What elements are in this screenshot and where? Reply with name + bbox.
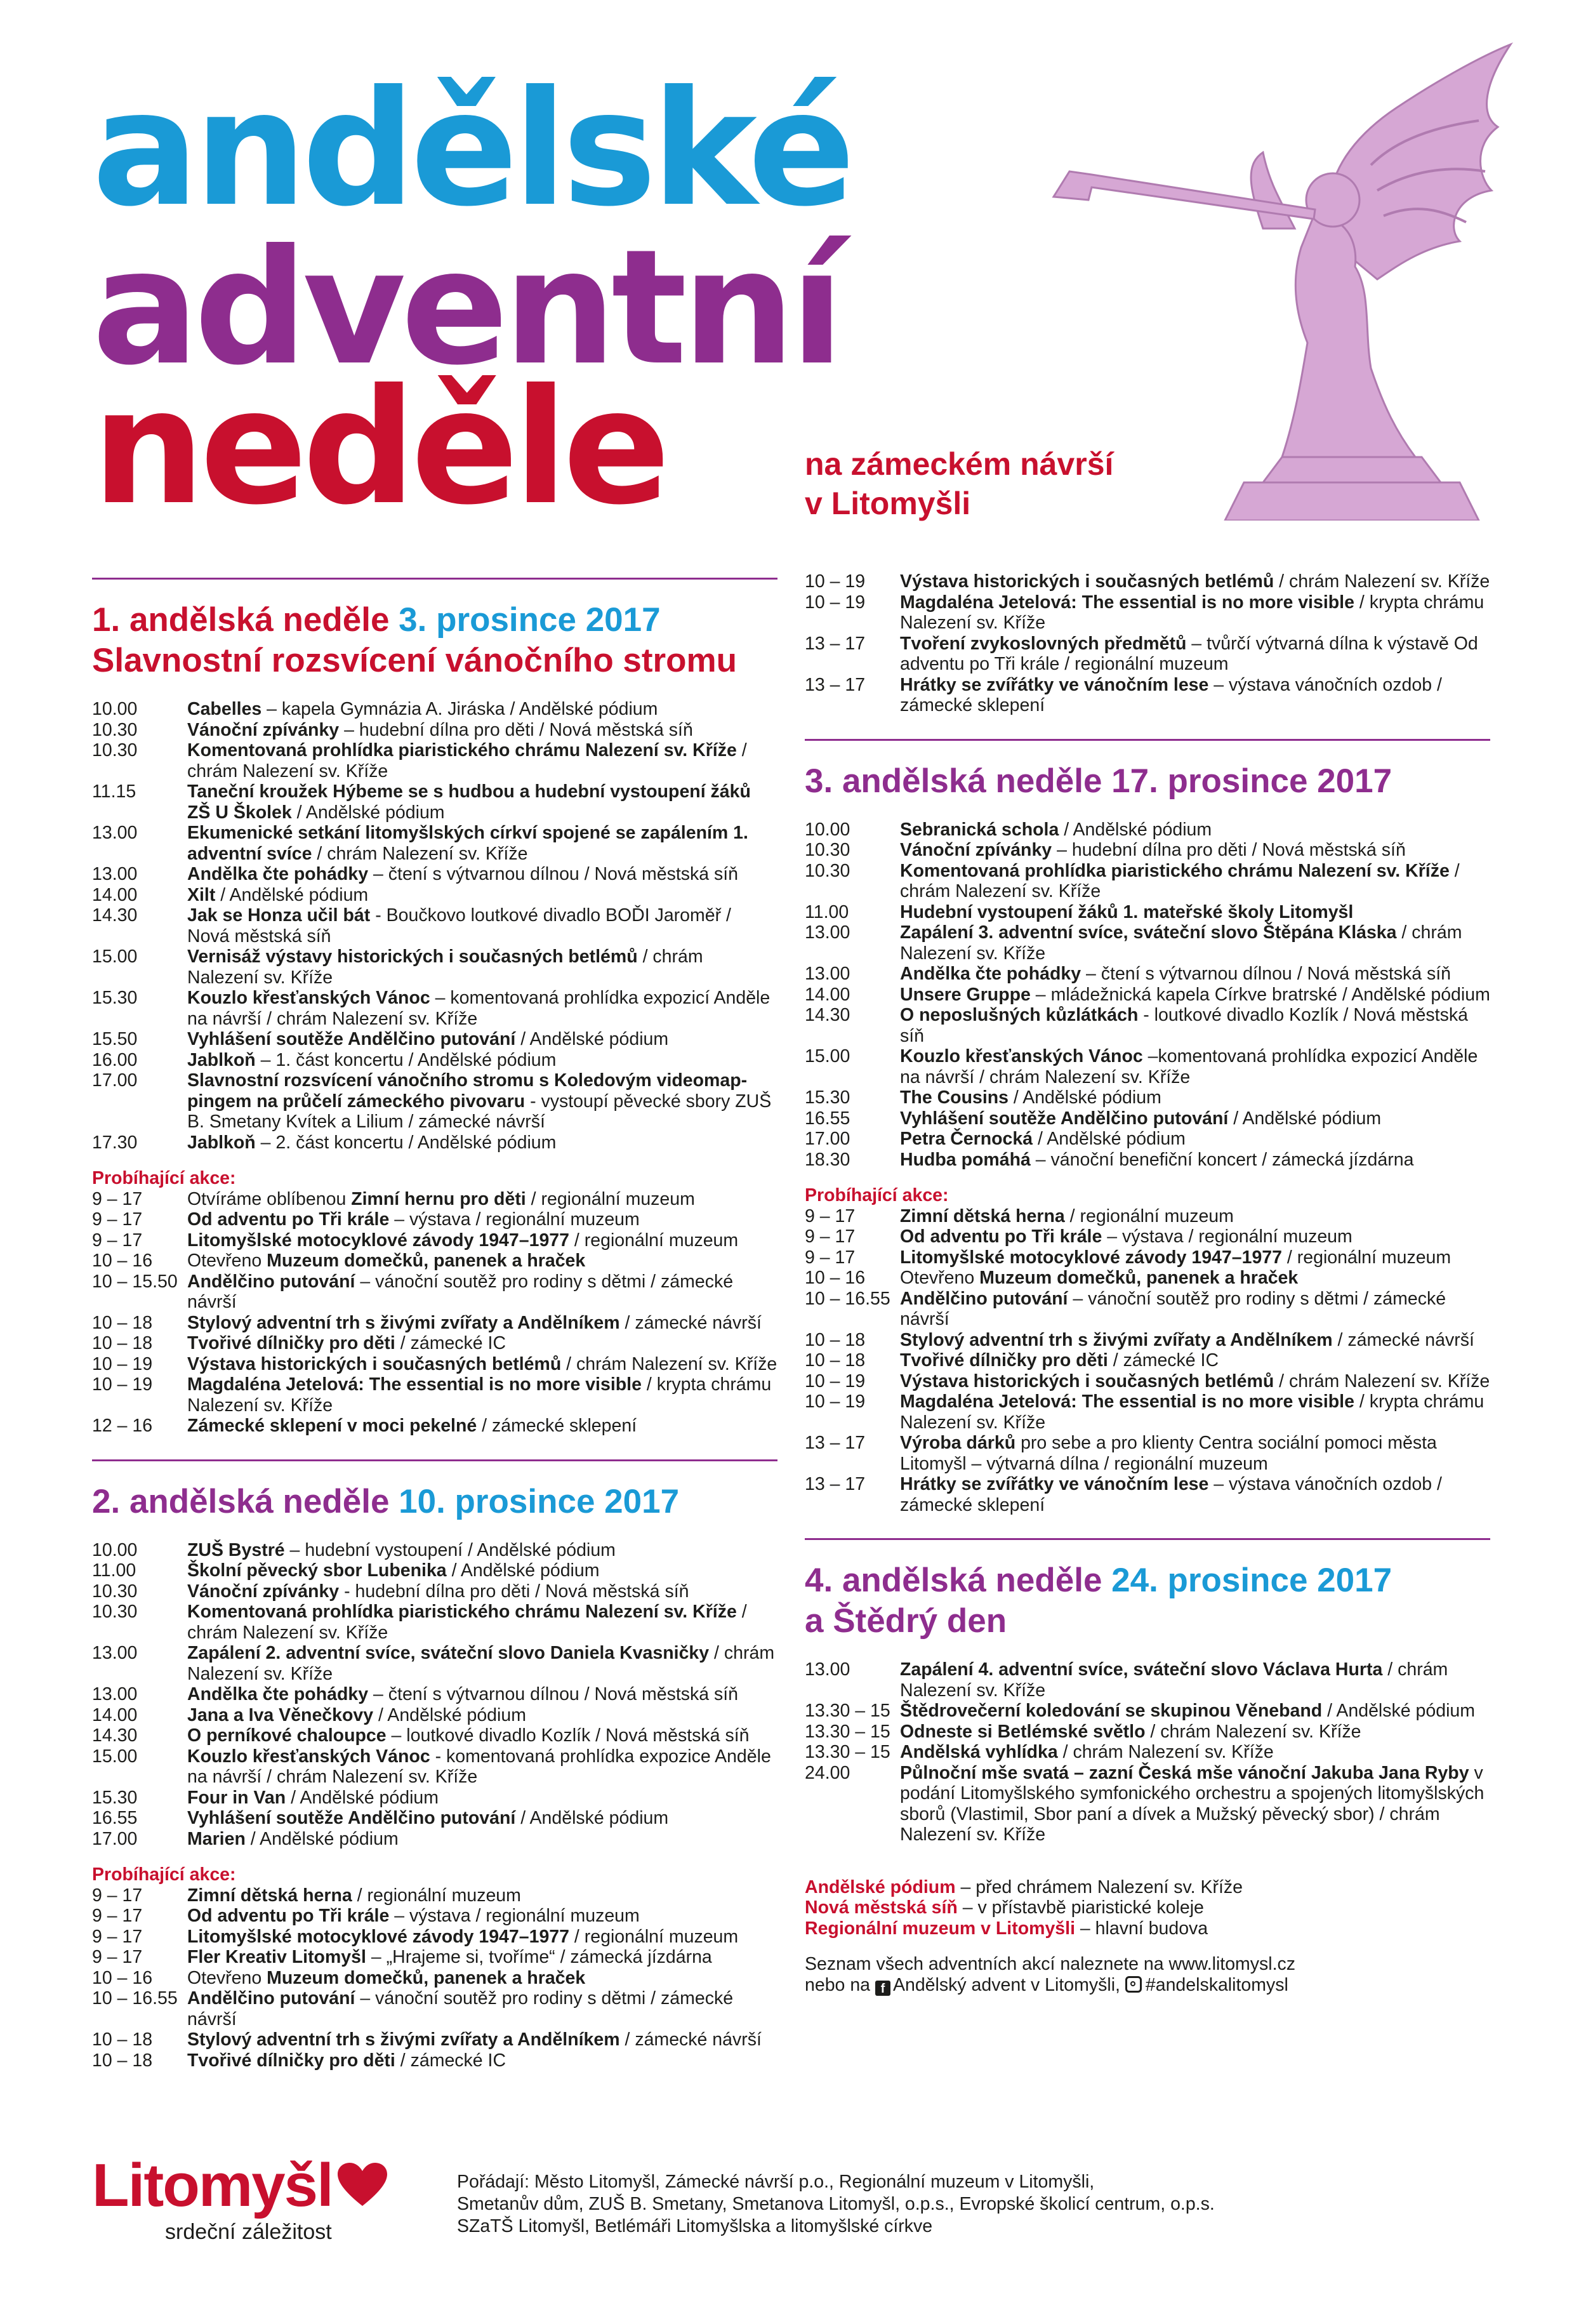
- schedule-text: Vánoční zpívánky - hudební dílna pro děti / Nová městská síň: [187, 1581, 689, 1602]
- schedule-time: 16.55: [805, 1108, 850, 1129]
- schedule-text: Zapálení 3. adventní svíce, sváteční slovo Štěpána Kláska / chrám Nalezení sv. Kříže: [900, 922, 1462, 964]
- schedule-text: Marien / Andělské pódium: [187, 1828, 399, 1849]
- schedule-text: Vyhlášení soutěže Andělčino putování / Andělské pódium: [187, 1808, 669, 1828]
- sunday-2-events: [92, 1540, 777, 1850]
- sunday-2-date: 10. prosince 2017: [399, 1482, 680, 1520]
- schedule-text: O neposlušných kůzlátkách - loutkové divadlo Kozlík / Nová městská síň: [900, 1005, 1468, 1046]
- schedule-time: 13.00: [92, 823, 138, 843]
- schedule-time: 10 – 19: [805, 1391, 866, 1412]
- schedule-text: Zámecké sklepení v moci pekelné / zámecké sklepení: [187, 1416, 637, 1436]
- schedule-time: 17.00: [92, 1070, 138, 1091]
- schedule-text: Školní pěvecký sbor Lubenika / Andělské pódium: [187, 1560, 600, 1581]
- schedule-row: [92, 988, 777, 1029]
- schedule-text: Hrátky se zvířátky ve vánočním lese – výstava vánočních ozdob / zámecké sklepení: [900, 674, 1442, 715]
- organizers-line-1: Pořádají: Město Litomyšl, Zámecké návrší p.o., Regionální muzeum v Litomyšli,: [457, 2172, 1095, 2192]
- schedule-time: 9 – 17: [92, 1230, 143, 1251]
- schedule-time: 10.30: [92, 719, 138, 740]
- schedule-row: [805, 840, 1490, 861]
- schedule-time: 14.00: [92, 884, 138, 905]
- schedule-row: [92, 1988, 777, 2029]
- sunday-1-events: [92, 699, 777, 1153]
- instagram-hashtag[interactable]: #andelskalitomysl: [1145, 1974, 1288, 1995]
- schedule-text: Fler Kreativ Litomyšl – „Hrajeme si, tvoříme“ / zámecká jízdárna: [187, 1947, 712, 1967]
- schedule-row: [92, 1251, 777, 1272]
- schedule-text: Sebranická schola / Andělské pódium: [900, 819, 1212, 840]
- schedule-text: Zapálení 4. adventní svíce, sváteční slovo Václava Hurta / chrám Nalezení sv. Kříže: [900, 1659, 1448, 1701]
- divider: [92, 1459, 777, 1461]
- schedule-time: 13.30 – 15: [805, 1721, 890, 1742]
- schedule-time: 10 – 18: [92, 2050, 153, 2071]
- schedule-time: 10 – 15.50: [92, 1271, 178, 1292]
- schedule-text: Litomyšlské motocyklové závody 1947–1977 / regionální muzeum: [900, 1247, 1452, 1268]
- schedule-text: Andělka čte pohádky – čtení s výtvarnou dílnou / Nová městská síň: [187, 1684, 739, 1704]
- schedule-time: 16.55: [92, 1808, 138, 1828]
- schedule-row: [805, 1289, 1490, 1330]
- schedule-row: [92, 1927, 777, 1948]
- schedule-row: [805, 592, 1490, 634]
- schedule-row: [92, 864, 777, 885]
- divider: [92, 578, 777, 580]
- sunday-4-label: andělská neděle: [842, 1562, 1102, 1599]
- logo-tagline: srdeční záležitost: [165, 2220, 332, 2244]
- sunday-2-label: andělská neděle: [129, 1482, 390, 1520]
- schedule-row: [805, 1701, 1490, 1722]
- sunday-1-ongoing-label: Probíhající akce:: [92, 1168, 236, 1188]
- schedule-time: 24.00: [805, 1762, 850, 1783]
- sunday-1-date: 3. prosince 2017: [399, 601, 661, 639]
- schedule-time: 10.30: [92, 1581, 138, 1602]
- left-column: [92, 578, 777, 2071]
- schedule-row: [92, 2029, 777, 2050]
- schedule-row: [92, 1230, 777, 1251]
- schedule-row: [805, 820, 1490, 840]
- sunday-1-num: 1.: [92, 601, 121, 639]
- schedule-time: 13.00: [805, 1659, 850, 1680]
- schedule-row: [92, 1705, 777, 1726]
- legend-item: Andělské pódium – před chrámem Nalezení sv. Kříže: [805, 1876, 1243, 1897]
- schedule-text: Výstava historických i současných betlémů / chrám Nalezení sv. Kříže: [187, 1353, 777, 1374]
- schedule-text: Hudební vystoupení žáků 1. mateřské školy Litomyšl: [900, 901, 1354, 922]
- schedule-time: 18.30: [805, 1149, 850, 1170]
- subtitle-line-2: v Litomyšli: [805, 486, 971, 521]
- schedule-time: 10 – 19: [805, 571, 866, 592]
- schedule-row: [805, 1433, 1490, 1474]
- sunday-1-label: andělská neděle: [129, 601, 390, 639]
- schedule-text: Vyhlášení soutěže Andělčino putování / Andělské pódium: [900, 1108, 1382, 1129]
- schedule-time: 9 – 17: [92, 1906, 143, 1926]
- schedule-time: 10.30: [92, 1602, 138, 1622]
- schedule-row: [92, 1416, 777, 1437]
- schedule-row: [805, 1659, 1490, 1701]
- sunday-1-ongoing-continued: [805, 571, 1490, 716]
- schedule-text: Otevřeno Muzeum domečků, panenek a hraček: [900, 1268, 1299, 1288]
- schedule-text: The Cousins / Andělské pódium: [900, 1087, 1161, 1108]
- schedule-row: [805, 1391, 1490, 1433]
- schedule-row: [92, 1209, 777, 1230]
- schedule-text: Cabelles – kapela Gymnázia A. Jiráska / Andělské pódium: [187, 699, 658, 719]
- schedule-row: [805, 964, 1490, 985]
- schedule-text: Stylový adventní trh s živými zvířaty a Andělníkem / zámecké návrší: [187, 1312, 762, 1333]
- schedule-time: 17.30: [92, 1132, 138, 1153]
- schedule-time: 10 – 16: [805, 1268, 866, 1288]
- schedule-text: Andělčino putování – vánoční soutěž pro rodiny s dětmi / zámecké návrší: [900, 1288, 1446, 1329]
- schedule-time: 9 – 17: [92, 1209, 143, 1230]
- schedule-row: [805, 1150, 1490, 1171]
- schedule-text: Magdaléna Jetelová: The essential is no more visible / krypta chrámu Nalezení sv. Kříže: [187, 1374, 772, 1416]
- schedule-row: [92, 1968, 777, 1989]
- sunday-3-heading: [805, 761, 1490, 802]
- title-line-2: adventní: [92, 215, 840, 400]
- right-column: [805, 571, 1490, 1996]
- schedule-row: [92, 740, 777, 781]
- schedule-row: [92, 1132, 777, 1153]
- schedule-row: [805, 1108, 1490, 1129]
- schedule-row: [92, 2050, 777, 2071]
- schedule-text: Andělčino putování – vánoční soutěž pro rodiny s dětmi / zámecké návrší: [187, 1988, 734, 2029]
- schedule-text: Litomyšlské motocyklové závody 1947–1977 / regionální muzeum: [187, 1926, 739, 1947]
- schedule-time: 10.30: [805, 840, 850, 860]
- schedule-time: 9 – 17: [805, 1226, 856, 1247]
- schedule-text: Kouzlo křesťanských Vánoc – komentovaná prohlídka expozicí Anděle na návrší / chrám Nalezení sv. Kříže: [187, 988, 770, 1029]
- schedule-row: [92, 1643, 777, 1684]
- schedule-row: [805, 902, 1490, 923]
- schedule-time: 14.30: [92, 905, 138, 926]
- schedule-time: 13.00: [92, 1643, 138, 1663]
- schedule-row: [92, 699, 777, 720]
- schedule-row: [805, 922, 1490, 964]
- sunday-1-ongoing: [92, 1189, 777, 1437]
- schedule-time: 13.00: [92, 1684, 138, 1704]
- schedule-time: 12 – 16: [92, 1416, 153, 1436]
- schedule-row: [805, 861, 1490, 902]
- sunday-4-events: [805, 1659, 1490, 1845]
- schedule-time: 14.30: [92, 1725, 138, 1746]
- schedule-text: Štědrovečerní koledování se skupinou Věneband / Andělské pódium: [900, 1701, 1476, 1721]
- schedule-text: Komentovaná prohlídka piaristického chrámu Nalezení sv. Kříže / chrám Nalezení sv. Kříže: [187, 1602, 747, 1643]
- schedule-row: [805, 1763, 1490, 1845]
- schedule-text: Výroba dárků pro sebe a pro klienty Centra sociální pomoci města Litomyšl – výtvarná dílna / regionální muzeum: [900, 1433, 1437, 1474]
- schedule-text: Od adventu po Tři krále – výstava / regionální muzeum: [900, 1226, 1352, 1247]
- schedule-row: [92, 1189, 777, 1210]
- schedule-text: Xilt / Andělské pódium: [187, 884, 369, 905]
- schedule-time: 9 – 17: [92, 1188, 143, 1209]
- schedule-row: [92, 946, 777, 988]
- schedule-time: 16.00: [92, 1049, 138, 1070]
- schedule-row: [92, 1602, 777, 1643]
- schedule-text: Taneční kroužek Hýbeme se s hudbou a hudební vystoupení žáků ZŠ U Školek / Andělské pódium: [187, 781, 751, 823]
- schedule-text: Hrátky se zvířátky ve vánočním lese – výstava vánočních ozdob / zámecké sklepení: [900, 1474, 1442, 1515]
- schedule-text: Jablkoň – 1. část koncertu / Andělské pódium: [187, 1049, 557, 1070]
- schedule-text: Od adventu po Tři krále – výstava / regionální muzeum: [187, 1906, 640, 1926]
- schedule-time: 11.00: [805, 901, 849, 922]
- schedule-time: 9 – 17: [805, 1205, 856, 1226]
- title-line-1: andělské: [92, 56, 850, 241]
- schedule-text: Kouzlo křesťanských Vánoc - komentovaná prohlídka expozice Anděle na návrší / chrám Nalezení sv. Kříže: [187, 1746, 771, 1787]
- schedule-row: [92, 885, 777, 906]
- schedule-text: Tvořivé dílničky pro děti / zámecké IC: [187, 2050, 506, 2071]
- schedule-text: Litomyšlské motocyklové závody 1947–1977 / regionální muzeum: [187, 1230, 739, 1251]
- schedule-row: [805, 1087, 1490, 1108]
- schedule-row: [805, 1129, 1490, 1150]
- schedule-text: Otevřeno Muzeum domečků, panenek a hraček: [187, 1967, 586, 1988]
- schedule-row: [92, 1906, 777, 1927]
- schedule-time: 11.00: [92, 1560, 136, 1581]
- schedule-row: [92, 720, 777, 741]
- schedule-text: Vernisáž výstavy historických i současných betlémů / chrám Nalezení sv. Kříže: [187, 946, 703, 988]
- schedule-row: [805, 1268, 1490, 1289]
- schedule-time: 13 – 17: [805, 1433, 866, 1453]
- schedule-row: [805, 1371, 1490, 1392]
- schedule-row: [92, 1029, 777, 1050]
- schedule-row: [805, 675, 1490, 716]
- schedule-text: Tvořivé dílničky pro děti / zámecké IC: [900, 1350, 1219, 1371]
- schedule-row: [805, 1742, 1490, 1763]
- schedule-text: Výstava historických i současných betlémů / chrám Nalezení sv. Kříže: [900, 571, 1490, 592]
- schedule-text: Kouzlo křesťanských Vánoc –komentovaná prohlídka expozicí Anděle na návrší / chrám Nalezení sv. Kříže: [900, 1046, 1478, 1087]
- facebook-icon: f: [875, 1981, 890, 1996]
- schedule-row: [805, 1005, 1490, 1046]
- more-info-line-2: nebo na f Andělský advent v Litomyšli, #andelskalitomysl: [805, 1974, 1288, 1996]
- schedule-text: Slavnostní rozsvícení vánočního stromu s Koledovým videomap-pingem na průčelí zámeckého pivovaru - vystoupí pěvecké sbory ZUŠ B. Smetany Kvítek a Lilium / zámecké návrší: [187, 1070, 772, 1132]
- schedule-text: Jablkoň – 2. část koncertu / Andělské pódium: [187, 1132, 557, 1153]
- schedule-row: [805, 1247, 1490, 1268]
- schedule-row: [805, 1046, 1490, 1087]
- schedule-row: [92, 1354, 777, 1375]
- organizers-line-3: SZaTŠ Litomyšl, Betlémáři Litomyšlska a litomyšlské církve: [457, 2216, 933, 2236]
- logo-name: Litomyšl: [92, 2155, 387, 2216]
- schedule-row: [92, 1374, 777, 1416]
- sunday-3-ongoing: [805, 1206, 1490, 1516]
- schedule-text: Zimní dětská herna / regionální muzeum: [187, 1885, 521, 1906]
- schedule-time: 10 – 18: [92, 2029, 153, 2050]
- schedule-text: O perníkové chaloupce – loutkové divadlo Kozlík / Nová městská síň: [187, 1725, 750, 1746]
- schedule-time: 9 – 17: [92, 1885, 143, 1906]
- schedule-row: [805, 634, 1490, 675]
- schedule-time: 10 – 16: [92, 1251, 153, 1271]
- schedule-text: Komentovaná prohlídka piaristického chrámu Nalezení sv. Kříže / chrám Nalezení sv. Kříže: [187, 740, 747, 781]
- title-line-3: neděle: [92, 355, 666, 540]
- divider: [805, 1538, 1490, 1540]
- schedule-row: [92, 781, 777, 823]
- schedule-time: 15.30: [805, 1087, 850, 1108]
- schedule-row: [92, 1272, 777, 1313]
- sunday-2-num: 2.: [92, 1482, 121, 1520]
- schedule-time: 13.30 – 15: [805, 1742, 890, 1762]
- schedule-row: [92, 1560, 777, 1581]
- facebook-link[interactable]: Andělský advent v Litomyšli,: [892, 1974, 1120, 1995]
- schedule-row: [805, 1226, 1490, 1247]
- schedule-row: [92, 1746, 777, 1788]
- more-info-line-1: Seznam všech adventních akcí naleznete na www.litomysl.cz: [805, 1954, 1296, 1974]
- schedule-time: 15.30: [92, 988, 138, 1008]
- schedule-time: 13 – 17: [805, 633, 866, 654]
- schedule-row: [92, 1540, 777, 1561]
- schedule-row: [92, 1581, 777, 1602]
- schedule-text: Výstava historických i současných betlémů / chrám Nalezení sv. Kříže: [900, 1371, 1490, 1391]
- heart-icon: [338, 2163, 387, 2207]
- schedule-time: 14.30: [805, 1005, 850, 1025]
- schedule-row: [805, 1722, 1490, 1743]
- schedule-row: [92, 1050, 777, 1071]
- schedule-row: [92, 1885, 777, 1906]
- schedule-text: Andělská vyhlídka / chrám Nalezení sv. Kříže: [900, 1742, 1274, 1762]
- schedule-time: 9 – 17: [92, 1947, 143, 1967]
- schedule-text: Petra Černocká / Andělské pódium: [900, 1129, 1186, 1149]
- schedule-time: 15.00: [805, 1046, 850, 1066]
- schedule-row: [92, 1829, 777, 1850]
- schedule-time: 17.00: [92, 1828, 138, 1849]
- schedule-text: Stylový adventní trh s živými zvířaty a Andělníkem / zámecké návrší: [900, 1329, 1474, 1350]
- more-info: [805, 1954, 1490, 1996]
- instagram-icon: [1125, 1976, 1142, 1993]
- sunday-3-label: andělská neděle: [842, 762, 1102, 800]
- schedule-time: 13 – 17: [805, 674, 866, 695]
- schedule-text: Vánoční zpívánky – hudební dílna pro děti / Nová městská síň: [900, 840, 1406, 860]
- schedule-row: [805, 1350, 1490, 1371]
- schedule-time: 13.00: [92, 864, 138, 884]
- schedule-text: Tvoření zvykoslovných předmětů – tvůrčí výtvarná dílna k výstavě Od adventu po Tři krále / regionální muzeum: [900, 633, 1478, 674]
- schedule-time: 10 – 16.55: [92, 1988, 178, 2009]
- schedule-time: 14.00: [805, 984, 850, 1005]
- sunday-4-heading: [805, 1560, 1490, 1642]
- angel-statue-icon: [1041, 38, 1523, 521]
- schedule-text: Vánoční zpívánky – hudební dílna pro děti / Nová městská síň: [187, 719, 693, 740]
- schedule-text: Magdaléna Jetelová: The essential is no more visible / krypta chrámu Nalezení sv. Kříže: [900, 592, 1485, 633]
- schedule-text: Od adventu po Tři krále – výstava / regionální muzeum: [187, 1209, 640, 1230]
- schedule-text: Zapálení 2. adventní svíce, sváteční slovo Daniela Kvasničky / chrám Nalezení sv. Kříže: [187, 1643, 775, 1684]
- litomysl-logo: [92, 2151, 387, 2245]
- schedule-row: [92, 1947, 777, 1968]
- organizers-line-2: Smetanův dům, ZUŠ B. Smetany, Smetanova Litomyšl, o.p.s., Evropské školicí centrum, o.p.s.: [457, 2194, 1215, 2214]
- legend-item: Regionální muzeum v Litomyšli – hlavní budova: [805, 1918, 1208, 1939]
- schedule-time: 15.00: [92, 1746, 138, 1767]
- schedule-time: 15.50: [92, 1029, 138, 1049]
- schedule-time: 10.00: [92, 699, 138, 719]
- schedule-text: Půlnoční mše svatá – zazní Česká mše vánoční Jakuba Jana Ryby v podání Litomyšlského symfonického orchestru a spojených litomyšlských sborů (Vlastimil, Sbor paní a dívek a Mužský pěvecký sbor) / chrám Nalezení sv. Kříže: [900, 1762, 1485, 1845]
- schedule-time: 9 – 17: [805, 1247, 856, 1268]
- divider: [805, 739, 1490, 741]
- sunday-4-num: 4.: [805, 1562, 833, 1599]
- schedule-text: Zimní dětská herna / regionální muzeum: [900, 1205, 1234, 1226]
- sunday-3-ongoing-label: Probíhající akce:: [805, 1185, 949, 1205]
- schedule-row: [92, 823, 777, 864]
- schedule-row: [92, 905, 777, 946]
- schedule-text: Odneste si Betlémské světlo / chrám Nalezení sv. Kříže: [900, 1721, 1361, 1742]
- schedule-time: 13.30 – 15: [805, 1701, 890, 1721]
- schedule-time: 10 – 19: [805, 592, 866, 613]
- schedule-row: [92, 1333, 777, 1354]
- schedule-time: 10 – 19: [805, 1371, 866, 1391]
- schedule-row: [92, 1313, 777, 1334]
- schedule-time: 15.30: [92, 1787, 138, 1808]
- sunday-2-ongoing: [92, 1885, 777, 2071]
- schedule-text: Ekumenické setkání litomyšlských církví spojené se zapálením 1. adventní svíce / chrám Nalezení sv. Kříže: [187, 823, 748, 864]
- subtitle-line-1: na zámeckém návrší: [805, 446, 1114, 482]
- schedule-text: Andělka čte pohádky – čtení s výtvarnou dílnou / Nová městská síň: [187, 864, 739, 884]
- schedule-time: 10.30: [92, 740, 138, 760]
- schedule-row: [92, 1788, 777, 1809]
- sunday-4-theme: a Štědrý den: [805, 1602, 1007, 1640]
- sunday-2-ongoing-label: Probíhající akce:: [92, 1864, 236, 1885]
- sunday-3-date: 17. prosince 2017: [1111, 762, 1392, 800]
- schedule-text: ZUŠ Bystré – hudební vystoupení / Andělské pódium: [187, 1539, 616, 1560]
- schedule-time: 10 – 18: [805, 1329, 866, 1350]
- schedule-time: 10 – 18: [92, 1333, 153, 1353]
- schedule-time: 10.30: [805, 860, 850, 881]
- schedule-text: Otevřeno Muzeum domečků, panenek a hraček: [187, 1251, 586, 1271]
- schedule-row: [92, 1725, 777, 1746]
- schedule-row: [805, 985, 1490, 1006]
- schedule-time: 15.00: [92, 946, 138, 967]
- schedule-text: Andělčino putování – vánoční soutěž pro rodiny s dětmi / zámecké návrší: [187, 1271, 734, 1312]
- schedule-text: Hudba pomáhá – vánoční benefiční koncert / zámecká jízdárna: [900, 1149, 1414, 1170]
- schedule-time: 10 – 16.55: [805, 1288, 890, 1309]
- schedule-time: 17.00: [805, 1129, 850, 1149]
- schedule-text: Magdaléna Jetelová: The essential is no more visible / krypta chrámu Nalezení sv. Kříže: [900, 1391, 1485, 1433]
- schedule-time: 10 – 19: [92, 1374, 153, 1395]
- schedule-text: Jak se Honza učil bát - Boučkovo loutkové divadlo BOĎI Jaroměř / Nová městská síň: [187, 905, 731, 946]
- schedule-time: 11.15: [92, 781, 136, 802]
- schedule-time: 14.00: [92, 1704, 138, 1725]
- schedule-time: 10 – 18: [805, 1350, 866, 1371]
- schedule-row: [92, 1684, 777, 1705]
- schedule-row: [92, 1808, 777, 1829]
- schedule-time: 10 – 18: [92, 1312, 153, 1333]
- schedule-time: 10 – 16: [92, 1967, 153, 1988]
- sunday-1-heading: [92, 600, 777, 681]
- schedule-row: [805, 1206, 1490, 1227]
- schedule-text: Otvíráme oblíbenou Zimní hernu pro děti / regionální muzeum: [187, 1188, 695, 1209]
- schedule-text: Stylový adventní trh s živými zvířaty a Andělníkem / zámecké návrší: [187, 2029, 762, 2050]
- schedule-row: [805, 1330, 1490, 1351]
- sunday-2-heading: [92, 1482, 777, 1522]
- schedule-text: Vyhlášení soutěže Andělčino putování / Andělské pódium: [187, 1029, 669, 1049]
- schedule-time: 13 – 17: [805, 1474, 866, 1494]
- sunday-4-date: 24. prosince 2017: [1111, 1562, 1392, 1599]
- schedule-row: [805, 571, 1490, 592]
- schedule-time: 13.00: [805, 922, 850, 943]
- sunday-3-num: 3.: [805, 762, 833, 800]
- schedule-time: 9 – 17: [92, 1926, 143, 1947]
- venue-legend: [805, 1877, 1490, 1939]
- schedule-text: Andělka čte pohádky – čtení s výtvarnou dílnou / Nová městská síň: [900, 964, 1452, 984]
- schedule-text: Komentovaná prohlídka piaristického chrámu Nalezení sv. Kříže / chrám Nalezení sv. Kříže: [900, 860, 1460, 901]
- schedule-text: Tvořivé dílničky pro děti / zámecké IC: [187, 1333, 506, 1353]
- schedule-row: [805, 1474, 1490, 1515]
- sunday-3-events: [805, 820, 1490, 1171]
- organizers: [457, 2171, 1409, 2238]
- schedule-time: 10 – 19: [92, 1353, 153, 1374]
- schedule-time: 13.00: [805, 964, 850, 984]
- schedule-text: Jana a Iva Věnečkovy / Andělské pódium: [187, 1704, 526, 1725]
- schedule-time: 10.00: [92, 1539, 138, 1560]
- schedule-time: 10.00: [805, 819, 850, 840]
- legend-item: Nová městská síň – v přístavbě piaristické koleje: [805, 1897, 1204, 1918]
- schedule-text: Unsere Gruppe – mládežnická kapela Církve bratrské / Andělské pódium: [900, 984, 1490, 1005]
- sunday-1-theme: Slavnostní rozsvícení vánočního stromu: [92, 642, 737, 679]
- schedule-row: [92, 1070, 777, 1132]
- schedule-text: Four in Van / Andělské pódium: [187, 1787, 439, 1808]
